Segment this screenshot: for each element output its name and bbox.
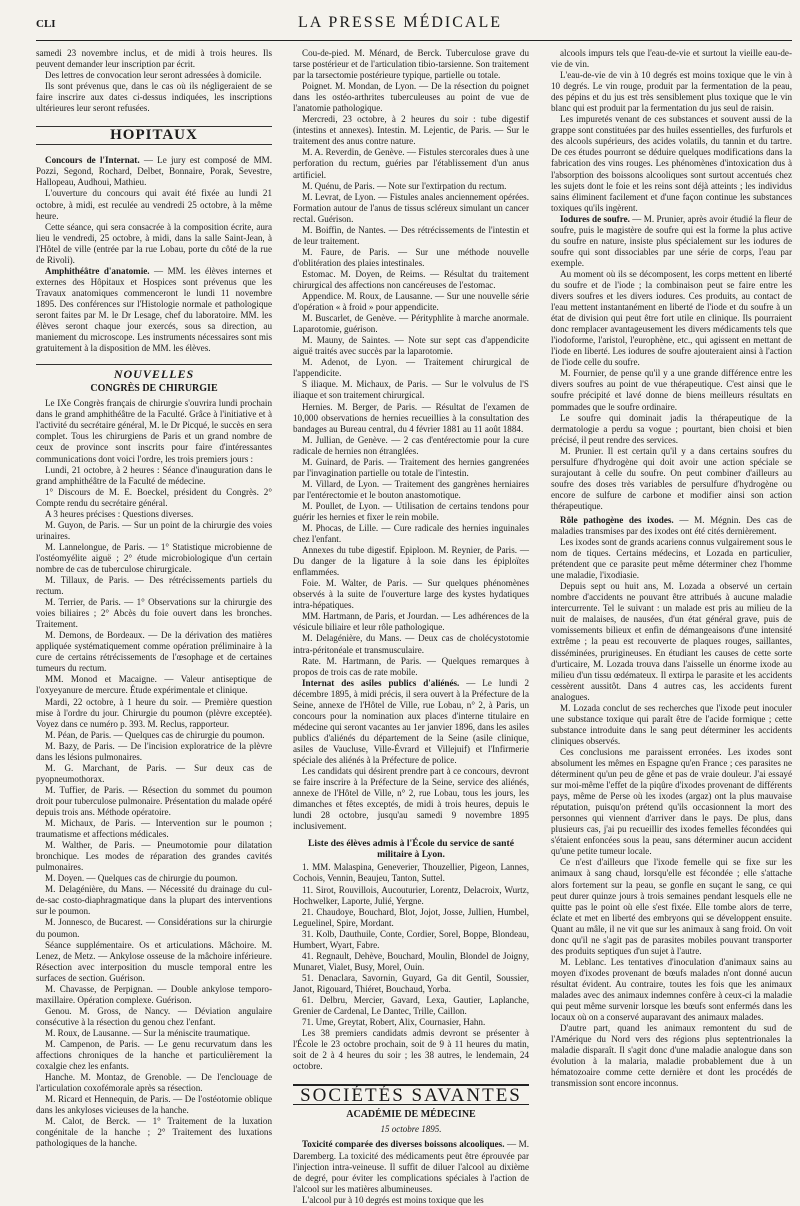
paragraph: A 3 heures précises : Questions diverses. [45,508,194,519]
paragraph: M. Villard, de Lyon. — Traitement des gangrènes herniaires par l'entérectomie et le bouton anastomotique. [293,478,529,500]
paragraph: Lundi, 21 octobre, à 2 heures : Séance d'inauguration dans le grand amphithéâtre de la Faculté de médecine. [36,464,272,486]
amphitheatre-paragraph [36,266,272,354]
run-in-heading: Concours de l'Internat. [45,155,140,166]
paragraph: Estomac. M. Doyen, de Reims. — Résultat du traitement chirurgical des affections non cancéreuses de l'estomac. [293,268,529,290]
internat-asiles-paragraph [293,678,529,766]
academie-date: 15 octobre 1895. [380,1124,442,1135]
paragraph: Cou-de-pied. M. Ménard, de Berck. Tuberculose grave du tarse postérieur et de l'articulation tibio-tarsienne. Son traitement par la tarsectomie postérieure typique, partielle ou totale. [293,48,529,81]
journal-title: LA PRESSE MÉDICALE [297,14,502,31]
paragraph-text: — Le jury est composé de MM. Pozzi, Segond, Rochard, Delbet, Bonnaire, Porak, Sevestre, Hallopeau, Audhoui, Mathieu. [36,155,273,188]
paragraph: M. Phocas, de Lille. — Cure radicale des hernies inguinales chez l'enfant. [293,523,529,545]
paragraph: Foie. M. Walter, de Paris. — Sur quelques phénomènes observés à la suite de l'ouverture large des kystes hydatiques intra-hépatiques. [293,578,529,611]
paragraph: M. Guyon, de Paris. — Sur un point de la chirurgie des voies urinaires. [36,519,272,541]
paragraph: M. Poullet, de Lyon. — Utilisation de certains tendons pour guérir les hernies et fixer le rein mobile. [293,500,529,522]
paragraph: 51. Denaclara, Savornin, Guyard, Ga dit Gentil, Soussier, Janot, Rigouard, Thiéret, Bouchaud, Yorba. [293,972,529,994]
role-ixodes-paragraph [551,515,792,537]
page-header [0,14,800,34]
paragraph: Mercredi, 23 octobre, à 2 heures du soir : tube digestif (intestins et annexes). Intestin. M. Lejentic, de Paris. — Sur le traitement des anus contre nature. [293,114,529,147]
paragraph: M. Doyen. — Quelques cas de chirurgie du poumon. [45,873,238,884]
paragraph: M. Mauny, de Saintes. — Note sur sept cas d'appendicite aiguë traités avec succès par la laparotomie. [293,335,529,357]
paragraph: M. Ricard et Hennequin, de Paris. — De l'ostéotomie oblique dans les ankyloses vicieuses de la hanche. [36,1094,272,1116]
paragraph-text: — Le lundi 2 décembre 1895, à midi précis, il sera ouvert à la Préfecture de la Seine, annexe de l'Hôtel de Ville, rue Lobau, n° 2, à Paris, un concours pour la nomination aux places d'interne titulaire en médecine qui seront vacantes au 1er janvier 1896, dans les asiles publics d'aliénés du département de la Seine (asile clinique, asiles de Vaucluse, Ville-Évrard et Villejuif) et l'Infirmerie spéciale des aliénés à la Préfecture de police. [293,677,529,765]
run-in-heading: Rôle pathogène des ixodes. [560,514,674,525]
paragraph: M. Adenot, de Lyon. — Traitement chirurgical de l'appendicite. [293,357,529,379]
paragraph: L'ouverture du concours qui avait été fixée au lundi 21 octobre, à midi, est reculée au vendredi 25 octobre, à la même heure. [36,188,272,221]
paragraph-text: — M. Mégnin. Des cas de maladies transmises par des ixodes ont été cités dernièrement. [551,514,792,537]
paragraph: M. Guinard, de Paris. — Traitement des hernies gangrenées par l'invagination partielle ou totale de l'intestin. [293,456,529,478]
paragraph: Séance supplémentaire. Os et articulations. Mâchoire. M. Lenez, de Metz. — Ankylose osseuse de la mâchoire inférieure. Résection avec interposition du muscle temporal entre les surfaces de section. Guérison. [36,939,272,983]
section-title-hopitaux: HOPITAUX [36,126,272,145]
paragraph: Hanche. M. Montaz, de Grenoble. — De l'enclouage de l'articulation coxofémorale après sa résection. [36,1072,272,1094]
paragraph: Des lettres de convocation leur seront adressées à domicile. [45,70,262,81]
academie-title: ACADÉMIE DE MÉDECINE [346,1109,476,1121]
paragraph: Les impuretés venant de ces substances et souvent aussi de la grappe sont constituées par des huiles essentielles, des furfurols et des alcools supérieurs, des acides volatils, du tannin et du tartre. De ces études pourront se déduire quelques modifications dans la fabrication des vins rouges. Les phénomènes d'intoxication dus à l'absorption des boissons alcooliques sont surtout accentués chez les sujets dont le foie et les reins sont déjà atteints ; les individus sains éliminent facilement et d'une façon continue les substances toxiques qu'ils ingèrent. [551,114,792,213]
paragraph: M. Lannelongue, de Paris. — 1° Statistique microbienne de l'ostéomyélite aiguë ; 2° étude microbiologique d'un certain nombre de cas de tuberculose chirurgicale. [36,541,272,574]
paragraph: samedi 23 novembre inclus, et de midi à trois heures. Ils peuvent demander leur inscription par écrit. [36,48,272,70]
paragraph: M. G. Marchant, de Paris. — Sur deux cas de pyopneumothorax. [36,762,272,784]
paragraph: M. Roux, de Lausanne. — Sur la méniscite traumatique. [45,1027,251,1038]
paragraph: L'eau-de-vie de vin à 10 degrés est moins toxique que le vin à 10 degrés. Le vin rouge, produit par la fermentation de la peau, des pépins et du jus est très sensiblement plus toxique que le vin blanc qui est produit par la fermentation du jus seul de raisin. [551,70,792,114]
paragraph: MM. Hartmann, de Paris, et Jourdan. — Les adhérences de la vésicule biliaire et leur rôle pathologique. [293,611,529,633]
paragraph: M. Jullian, de Genève. — 2 cas d'entérectomie pour la cure radicale de hernies non étranglées. [293,434,529,456]
paragraph: MM. Monod et Macaigne. — Valeur antiseptique de l'oxyeyanure de mercure. Étude expérimentale et clinique. [36,674,272,696]
toxicite-continued [551,48,792,214]
paragraph: 71. Ume, Greytat, Robert, Alix, Cournasier, Hahn. [302,1017,486,1028]
paragraph: Hernies. M. Berger, de Paris. — Résultat de l'examen de 10,000 observations de hernies recueillies à la consultation des bandages au Bureau central, du 4 février 1881 au 11 août 1884. [293,401,529,434]
run-in-heading: Toxicité comparée des diverses boissons alcooliques. [302,1139,505,1150]
column-1 [36,48,273,1149]
paragraph: Le soufre qui dominait jadis la thérapeutique de la dermatologie a perdu sa vogue ; pourtant, bien choisi et bien précisé, il peut rendre des services. [551,412,792,445]
paragraph: M. Bazy, de Paris. — De l'incision exploratrice de la plèvre dans les lésions pulmonaires. [36,740,272,762]
paragraph: Appendice. M. Roux, de Lausanne. — Sur une nouvelle série d'opération « à froid » pour appendicite. [293,291,529,313]
toxicite-paragraph [293,1139,529,1194]
run-in-heading: Amphithéâtre d'anatomie. [45,265,150,276]
paragraph: Les candidats qui désirent prendre part à ce concours, devront se faire inscrire à la Préfecture de la Seine, service des aliénés, annexe de l'Hôtel de Ville, n° 2, rue Lobau, tous les jours, les dimanches et fêtes exceptés, de midi à trois heures, depuis le lundi 28 octobre, jusqu'au samedi 9 novembre 1895 inclusivement. [293,766,529,832]
section-title-nouvelles: NOUVELLES [36,364,272,380]
paragraph: M. A. Reverdin, de Genève. — Fistules stercorales dues à une perforation du rectum, guéries par l'établissement d'un anus artificiel. [293,147,529,180]
paragraph: M. Faure, de Paris. — Sur une méthode nouvelle d'oblitération des plaies intestinales. [293,246,529,268]
paragraph-text: — MM. les élèves internes et externes des Hôpitaux et Hospices sont prévenus que les Travaux anatomiques commenceront le lundi 11 novembre 1895. Des conférences sur l'Histologie normale et pathologique seront faites par M. le Dr Lesage, chef du laboratoire. MM. les élèves seront chaque jour exercés, sous sa direction, au maniement du microscope. Les instruments nécessaires sont mis gratuitement à la disposition de MM. les élèves. [36,265,273,354]
paragraph: Ces conclusions me paraissent erronées. Les ixodes sont absolument les mêmes en Espagne qu'en France ; ces parasites ne déterminent qu'un peu de gêne et pas de vraie douleur. J'ai essayé sur moi-même l'effet de la piqûre d'ixodes provenant de différents pays, même de Perse où les ixodes (argaz) ont la plus mauvaise réputation, puisqu'on prétend qu'ils occasionnent la mort des personnes qui viennent d'arriver dans le pays. De plus, dans plusieurs cas, j'ai pu recueillir des ixodes femelles fécondées qui s'étaient enfoncées sous la peau, sans déterminer aucun accident qu'une petite tumeur locale. [551,746,792,857]
paragraph: Rate. M. Hartmann, de Paris. — Quelques remarques à propos de trois cas de rate mobile. [293,655,529,677]
role-ixodes-body [551,537,792,1089]
paragraph: Cette séance, qui sera consacrée à la composition écrite, aura lieu le vendredi, 25 octobre, à midi, dans la salle Saint-Jean, à l'Hôtel de ville (entrée par la rue Lobau, porte du côté de la rue de Rivoli). [36,221,272,265]
paragraph: M. Delagénière, du Mans. — Deux cas de cholécystotomie intra-péritonéale et transmusculaire. [293,633,529,655]
paragraph: S iliaque. M. Michaux, de Paris. — Sur le volvulus de l'S iliaque et son traitement chirurgical. [293,379,529,401]
liste-eleves [293,862,529,1072]
text-columns [36,48,792,1205]
paragraph: 11. Sirot, Rouvillois, Aucouturier, Lorentz, Delacroix, Wurtz, Hochwelker, Laporte, Julié, Yergne. [293,884,529,906]
congres-continued [293,48,529,678]
paragraph: M. Demons, de Bordeaux. — De la dérivation des matières appliquée systématiquement comme opération préliminaire à la cure de certains rétrécissements de l'œsophage et de certaines tumeurs du rectum. [36,630,272,674]
paragraph: M. Terrier, de Paris. — 1° Observations sur la chirurgie des voies biliaires ; 2° Abcès du foie ouvert dans les bronches. Traitement. [36,597,272,630]
paragraph: D'autre part, quand les animaux remontent du sud de l'Amérique du Nord vers des régions plus septentrionales la maladie disparaît. Il s'agit donc d'une maladie analogue dans son évolution à la malaria, maladie probablement due à un hématozoaire comme cette dernière et dont les procédés de transmission sont encore inconnus. [551,1023,792,1089]
paragraph: L'alcool pur à 10 degrés est moins toxique que les [302,1194,484,1205]
iodures-body [551,269,792,512]
paragraph: 1. MM. Malaspina, Geneverier, Thouzellier, Pigeon, Lannes, Cochois, Vennin, Beaujeu, Tanton, Suttel. [293,862,529,884]
paragraph: M. Calot, de Berck. — 1° Traitement de la luxation congénitale de la hanche ; 2° Traitement des luxations pathologiques de la hanche. [36,1116,272,1149]
paragraph: Annexes du tube digestif. Epiploon. M. Reynier, de Paris. — Du danger de la ligature à la soie dans les épiploïtes enflammées. [293,545,529,578]
header-rule [36,40,792,41]
paragraph: M. Jonnesco, de Bucarest. — Considérations sur la chirurgie du poumon. [36,917,272,939]
column-3 [551,48,792,1126]
run-in-heading: Internat des asiles publics d'aliénés. [302,677,460,688]
paragraph: alcools impurs tels que l'eau-de-vie et surtout la vieille eau-de-vie de vin. [551,48,792,70]
iodures-paragraph [551,214,792,269]
paragraph: Au moment où ils se décomposent, les corps mettent en liberté du soufre et de l'iode ; la combinaison peut se faire entre les divers soufres et les divers iodures. Ces produits, au contact de l'eau mettent instantanément en liberté de l'iode et du soufre à un état de division qui peut être fort utile en clinique. Ils pourraient donc remplacer avantageusement les divers médicaments tels que l'iodoforme, l'aristol, l'europhène, etc., qui agissent en mettant de l'iode en liberté. Les iodures de soufre ajouteraient ainsi à l'action de l'iode celle du soufre. [551,268,792,368]
paragraph: M. Tillaux, de Paris. — Des rétrécissements partiels du rectum. [36,575,272,597]
concours-internat-paragraph [36,155,272,188]
paragraph: Ils sont prévenus que, dans le cas où ils négligeraient de se faire inscrire aux dates ci-dessus indiquées, les inscriptions ultérieures leur seront refusées. [36,81,272,114]
paragraph: Les 38 premiers candidats admis devront se présenter à l'École le 23 octobre prochain, soit de 9 à 11 heures du matin, soit de 2 à 4 heures du soir ; les 38 autres, le lendemain, 24 octobre. [293,1028,529,1072]
paragraph: M. Boiffin, de Nantes. — Des rétrécissements de l'intestin et de leur traitement. [293,224,529,246]
paragraph: 61. Delbru, Mercier, Gavard, Lexa, Gautier, Laplanche, Grenier de Cardenal, Le Dantec, Trille, Caillon. [293,994,529,1017]
congres-title: CONGRÈS DE CHIRURGIE [90,383,218,395]
congres-body [36,398,272,1149]
paragraph: M. Tuffier, de Paris. — Résection du sommet du poumon droit pour tuberculose pulmonaire. Présentation du malade opéré depuis trois ans. Méthode opératoire. [36,784,272,817]
paragraph: M. Chavasse, de Perpignan. — Double ankylose temporo-maxillaire. Opération complexe. Guérison. [36,983,272,1005]
paragraph-text: — M. Prunier, après avoir étudié la fleur de soufre, puis le magistère de soufre qui est la forme la plus active du soufre en nature, insiste plus spécialement sur les iodures de soufre qui sont dissociables par une série de corps, l'eau par exemple. [551,213,792,268]
paragraph-text: — M. Daremberg. La toxicité des médicaments peut être éprouvée par l'injection intra-veineuse. Il suffit de diluer l'alcool au dixième de degré, pour éviter les complications spéciales à l'action de l'alcool sur les matières albumineuses. [293,1139,529,1194]
paragraph: 41. Regnault, Dehève, Bouchard, Moulin, Blondel de Joigny, Munaret, Vialet, Busy, Morel, Ouin. [293,950,529,972]
section-title-societes: SOCIÉTÉS SAVANTES [293,1084,529,1105]
paragraph: M. Buscarlet, de Genève. — Pérityphlite à marche anormale. Laparotomie, guérison. [293,313,529,335]
paragraph: M. Michaux, de Paris. — Intervention sur le poumon ; traumatisme et affections médicales. [36,818,272,840]
paragraph: 21. Chaudoye, Bouchard, Blot, Jojot, Josse, Jullien, Humbel, Leguelinel, Spire, Mordant. [293,906,529,928]
liste-eleves-heading: Liste des élèves admis à l'École du service de santé militaire à Lyon. [308,838,514,861]
paragraph: Poignet. M. Mondan, de Lyon. — De la résection du poignet dans les ostéo-arthrites tuberculeuses au point de vue de l'anatomie pathologique. [293,81,529,114]
paragraph: Depuis sept ou huit ans, M. Lozada a observé un certain nombre d'accidents ne pouvant être attribués à aucune maladie intercurrente. Tel le suivant : un malade est pris au milieu de la nuit de malaises, de nausées, d'un état général grave, puis de vomissements bilieux et enfin de démangeaisons d'une intensité extrême ; la peau est recouverte de plaques rouges, saillantes, disséminées, prurigineuses. En étudiant les causes de cette sorte d'urticaire, M. Lozada trouva dans l'aisselle un énorme ixode au milieu d'un tissu œdémateux. Il extirpa le parasite et les accidents cessèrent aussitôt. Dans 4 autres cas, les accidents furent analogues. [551,581,792,702]
page-folio: CLI [36,18,56,30]
paragraph: M. Leblanc. Les tentatives d'inoculation d'animaux sains au moyen d'ixodes provenant de bœufs malades n'ont donné aucun résultat évident. Au contraire, toutes les fois que les animaux malades avec des animaux indemnes confère à ceux-ci la maladie qui peut même survenir lorsque les bœufs sont enfermés dans les locaux où on a conservé auparavant des animaux malades. [551,956,792,1023]
paragraph: Les ixodes sont de grands acariens connus vulgairement sous le nom de tiques. Certains médecins, et Lozada en particulier, prétendent que ce parasite peut même déterminer chez l'homme une maladie, l'ixodiasie. [551,537,792,581]
paragraph: M. Campenon, de Paris. — Le genu recurvatum dans les affections chroniques de la hanche et particulièrement la coxalgie chez les enfants. [36,1038,272,1072]
paragraph: M. Lozada conclut de ses recherches que l'ixode peut inoculer une substance toxique qui paraît être de l'acide formique ; cette substance introduite dans le sang peut déterminer les accidents cliniques observés. [551,702,792,746]
column-2 [293,48,529,1205]
paragraph: 1° Discours de M. E. Boeckel, président du Congrès. 2° Compte rendu du secrétaire général. [36,486,272,508]
paragraph: M. Prunier. Il est certain qu'il y a dans certains soufres du persulfure d'hydrogène qui doit avoir une action spéciale se surajoutant à celle du soufre. On peut combiner d'ailleurs au soufre des doses très variables de persulfure d'hydrogène ou encore de sulfure de carbone et modifier ainsi son action thérapeutique. [551,445,792,511]
paragraph: M. Walther, de Paris. — Pneumotomie pour dilatation bronchique. Les modes de réparation des grandes cavités pulmonaires. [36,840,272,873]
paragraph: Mardi, 22 octobre, à 1 heure du soir. — Première question mise à l'ordre du jour. Chirurgie du poumon (plèvre exceptée). Voyez dans ce numéro p. 393. M. Reclus, rapporteur. [36,696,272,729]
run-in-heading: Iodures de soufre. [560,213,630,224]
paragraph: Genou. M. Gross, de Nancy. — Déviation angulaire consécutive à la résection du genou chez l'enfant. [36,1005,272,1027]
paragraph: M. Péan, de Paris. — Quelques cas de chirurgie du poumon. [45,729,265,740]
paragraph: M. Levrat, de Lyon. — Fistules anales anciennement opérées. Formation autour de l'anus de tissus scléreux simulant un cancer rectal. Guérison. [293,191,529,224]
paragraph: Le IXe Congrès français de chirurgie s'ouvrira lundi prochain dans le grand amphithéâtre de la Faculté. Grâce à l'initiative et à l'activité du secrétaire général, M. le Dr Picqué, le succès en sera complet. Tous les chirurgiens de Paris et un grand nombre de ceux de province sont inscrits pour faire d'intéressantes communications dont voici l'ordre, les trois premiers jours : [36,398,272,464]
paragraph: Ce n'est d'ailleurs que l'ixode femelle qui se fixe sur les animaux à sang chaud, lorsqu'elle est fécondée ; elle s'attache alors fortement sur la peau, se gonfle en suçant le sang, ce qui peut durer quinze jours à trois semaines pendant lesquels elle ne quitte pas le point où elle s'est fixée. Elle tombe alors de terre, éclate et met en liberté des embryons qui se développent ensuite. Quant au mâle, il ne vit que sur les animaux à sang froid. On voit donc qu'il ne s'agit pas de parasites mobiles pouvant transporter des produits septiques d'un sujet à l'autre. [551,857,792,956]
paragraph: 31. Kolb, Dauthuile, Conte, Cordier, Sorel, Boppe, Blondeau, Humbert, Wyart, Fabre. [293,928,529,950]
paragraph: M. Quénu, de Paris. — Note sur l'extirpation du rectum. [302,180,507,191]
paragraph: M. Fournier, de pense qu'il y a une grande différence entre les divers soufres au point de vue thérapeutique. C'est ainsi que le soufre précipité et lavé donne de biens meilleurs résultats en pommades que le soufre ordinaire. [551,368,792,412]
paragraph: M. Delagénière, du Mans. — Nécessité du drainage du cul-de-sac costo-diaphragmatique dans la plupart des interventions sur le poumon. [36,884,272,917]
